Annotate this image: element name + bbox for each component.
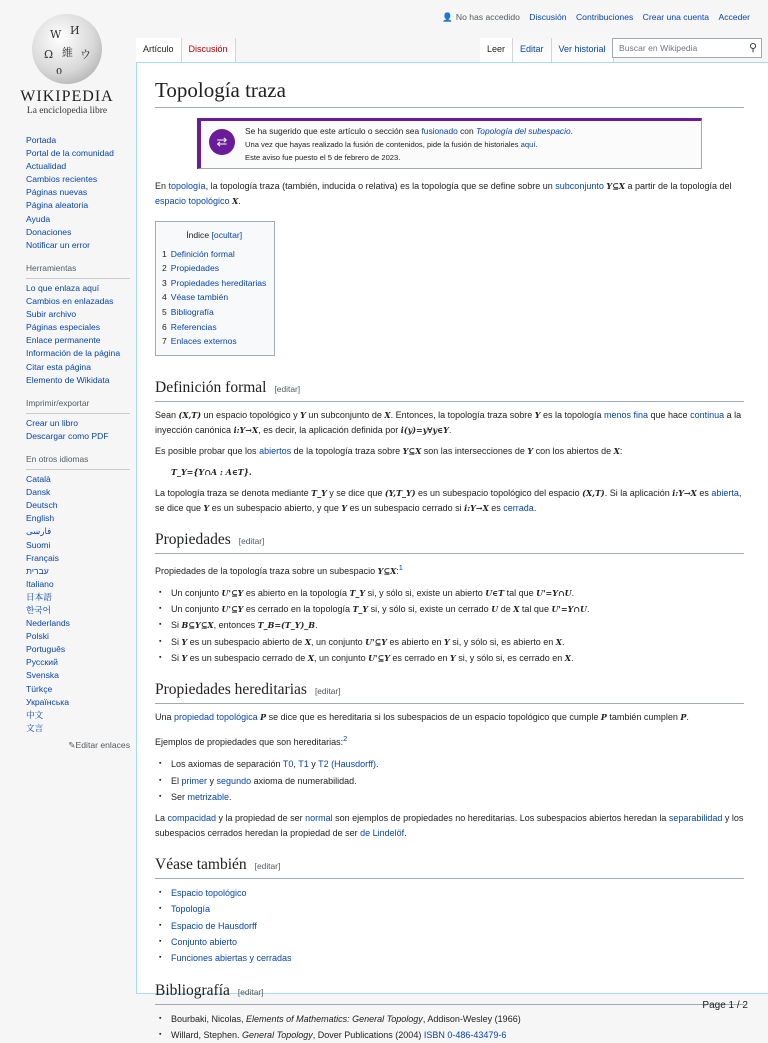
lang-item[interactable]: עברית [26, 565, 49, 576]
list-item[interactable]: ▪ Funciones abiertas y cerradas [171, 950, 744, 966]
sidebar-item-notificar[interactable]: Notificar un error [26, 239, 90, 250]
list-item[interactable]: ▪ Espacio topológico [171, 885, 744, 901]
tab-edit[interactable]: Editar [513, 38, 552, 62]
props-list [155, 585, 744, 666]
intro-paragraph: En topología, la topología traza (también, inducida o relativa) es la topología que se define sobre un subconjunto Y⊆X a partir de la topología del espacio topológico X. [155, 181, 732, 206]
print-item-book[interactable]: Crear un libro [26, 417, 79, 428]
toc-item[interactable]: 5 Bibliografía [162, 306, 214, 317]
languages-heading: En otros idiomas [26, 453, 130, 470]
notice-date: Este aviso fue puesto el 5 de febrero de 2023. [245, 153, 401, 162]
toc-item[interactable]: 2 Propiedades [162, 263, 220, 274]
sidebar-item-ayuda[interactable]: Ayuda [26, 213, 51, 224]
isbn-link[interactable]: ISBN 0-486-43479-6 [423, 1029, 507, 1040]
personal-tools [435, 12, 750, 23]
tab-read[interactable]: Leer [480, 38, 513, 62]
tools-item-6[interactable]: Información de la página [26, 348, 121, 359]
edit-section-link[interactable]: [editar] [274, 383, 301, 394]
hered-paragraph-1: Una propiedad topológica P se dice que es hereditaria si los subespacios de un espacio topológico que cumple P también cumplen P. [155, 712, 689, 723]
search-icon[interactable]: ⚲ [748, 42, 757, 54]
tools-item-8[interactable]: Elemento de Wikidata [26, 374, 110, 385]
edit-links[interactable]: ✎Editar enlaces [68, 739, 130, 750]
sidebar-item-portada[interactable]: Portada [26, 135, 57, 145]
edit-section-link[interactable]: [editar] [238, 535, 265, 546]
page-number: Page 1 / 2 [702, 1000, 748, 1011]
lang-item[interactable]: Polski [26, 631, 49, 642]
props-intro: Propiedades de la topología traza sobre un subespacio Y⊆X:$^1$ [155, 562, 403, 576]
edit-section-link[interactable]: [editar] [314, 686, 341, 697]
namespace-tabs [136, 38, 236, 62]
page-title: Topología traza [155, 76, 744, 108]
heading-bibliografia: Bibliografía [editar] [155, 981, 744, 1005]
target-article-link[interactable]: Topología del subespacio [475, 126, 571, 136]
tools-item-2[interactable]: Cambios en enlazadas [26, 296, 114, 307]
lang-item[interactable]: Français [26, 552, 59, 563]
toc-title: Índice [186, 230, 210, 240]
list-item: ▪ Ser metrizable. [171, 789, 744, 805]
link-cerrada[interactable]: cerrada [503, 502, 534, 513]
wikipedia-logo[interactable] [12, 14, 122, 114]
lang-item[interactable]: Italiano [26, 578, 54, 589]
hered-paragraph-3: La compacidad y la propiedad de ser normal son ejemplos de propiedades no hereditarias. Los subespacios abiertos heredan la separabilidad y los subespacios cerrados heredan la propiedad de ser de Lindelöf. [155, 813, 744, 839]
not-logged-in: No has accedido [455, 12, 520, 22]
list-item[interactable]: ▪ Conjunto abierto [171, 934, 744, 950]
user-icon: 👤 [442, 12, 453, 22]
edit-section-link[interactable]: [editar] [237, 986, 264, 997]
link-abiertos[interactable]: abiertos [259, 445, 292, 456]
link-menos-fina[interactable]: menos fina [603, 409, 649, 420]
lang-item[interactable]: Русский [26, 657, 58, 668]
heading-vease: Véase también [editar] [155, 855, 744, 879]
hered-paragraph-2: Ejemplos de propiedades que son hereditarias:$^2$ [155, 734, 348, 748]
list-item: ▪ Un conjunto U'⊆Y es cerrado en la topología T_Y si, y sólo si, existe un cerrado U de X tal que U'=Y∩U. [171, 601, 744, 617]
see-also-list [155, 885, 744, 966]
login-link[interactable]: Acceder [718, 12, 750, 22]
tab-article[interactable]: Artículo [136, 38, 182, 62]
lang-item[interactable]: Deutsch [26, 500, 58, 511]
lang-item[interactable]: 文言 [26, 722, 44, 733]
list-item: ▪ Si Y es un subespacio cerrado de X, un conjunto U'⊆Y es cerrado en Y si, y sólo si, es cerrado en X. [171, 650, 744, 666]
toc-hide-link[interactable]: [ocultar] [211, 230, 243, 240]
sidebar-item-donaciones[interactable]: Donaciones [26, 226, 72, 237]
sidebar-item-paginas-nuevas[interactable]: Páginas nuevas [26, 187, 88, 198]
list-item: ▪ Los axiomas de separación T0, T1 y T2 (Hausdorff). [171, 756, 744, 772]
list-item: ▪ El primer y segundo axioma de numerabilidad. [171, 773, 744, 789]
link-subconjunto[interactable]: subconjunto [555, 181, 604, 191]
def-paragraph-2: Es posible probar que los abiertos de la topología traza sobre Y⊆X son las intersecciones de Y con los abiertos de X: [155, 445, 623, 456]
link-topologia[interactable]: topología [168, 181, 206, 191]
merge-link[interactable]: fusionado [421, 126, 458, 136]
personal-talk-link[interactable]: Discusión [529, 12, 567, 22]
link-propiedad-topologica[interactable]: propiedad topológica [174, 712, 258, 723]
lang-item[interactable]: فارسی [26, 526, 52, 537]
pencil-icon: ✎ [68, 739, 76, 750]
globe-icon: W И Ω 維 ウ ი [32, 14, 102, 84]
heading-hereditarias: Propiedades hereditarias [editar] [155, 680, 744, 704]
list-item: ▪ Si B⊆Y⊆X, entonces T_B=(T_Y)_B. [171, 617, 744, 633]
lang-item[interactable]: English [26, 513, 55, 524]
tools-item-7[interactable]: Citar esta página [26, 361, 91, 372]
merge-notice: ⇄ Se ha sugerido que este artículo o sección sea fusionado con Topología del subespacio. Una vez que hayas realizado la fusión de contenidos, pide la fusión de historiales aquí. Este aviso fue puesto el 5 de febrero de 2023. [197, 118, 702, 169]
heading-definicion: Definición formal [editar] [155, 378, 744, 402]
tab-history[interactable]: Ver historial [552, 38, 614, 62]
lang-item[interactable]: 中文 [26, 709, 44, 720]
table-of-contents [155, 221, 275, 356]
def-formula: T_Y={Y∩A : A∈T}. [171, 466, 252, 477]
history-merge-link[interactable]: aquí [520, 140, 536, 149]
contributions-link[interactable]: Contribuciones [575, 12, 634, 22]
list-item: ▪ Bourbaki, Nicolas, Elements of Mathematics: General Topology, Addison-Wesley (1966) [171, 1011, 744, 1027]
ref-2[interactable]: 2 [343, 734, 348, 744]
sidebar-item-portal[interactable]: Portal de la comunidad [26, 148, 114, 159]
logo-tagline: La enciclopedia libre [26, 106, 108, 116]
link-espacio[interactable]: espacio topológico [155, 196, 230, 206]
sidebar-item-actualidad[interactable]: Actualidad [26, 161, 67, 172]
lang-item[interactable]: Nederlands [26, 618, 70, 629]
list-item: ▪ Un conjunto U'⊆Y es abierto en la topología T_Y si, y sólo si, existe un abierto U∈T tal que U'=Y∩U. [171, 585, 744, 601]
toc-item[interactable]: 1 Definición formal [162, 248, 235, 259]
toc-item[interactable]: 7 Enlaces externos [162, 336, 237, 347]
link-continua[interactable]: continua [690, 409, 725, 420]
def-paragraph-3: La topología traza se denota mediante T_Y y se dice que (Y,T_Y) es un subespacio topológico del espacio (X,T). Si la aplicación i:Y→X es abierta, se dice que Y es un subespacio abierto, y que Y es un subespacio cerrado si i:Y→X es cerrada. [155, 487, 742, 513]
tools-heading: Herramientas [26, 262, 130, 279]
merge-icon: ⇄ [209, 129, 235, 155]
toc-item[interactable]: 3 Propiedades hereditarias [162, 277, 267, 288]
lang-item[interactable]: 日本語 [26, 591, 52, 602]
lang-item[interactable]: Svenska [26, 670, 59, 681]
toc-item[interactable]: 6 Referencias [162, 321, 217, 332]
ref-1[interactable]: 1 [398, 562, 403, 572]
lang-item[interactable]: Suomi [26, 539, 51, 550]
search-placeholder: Buscar en Wikipedia [619, 43, 698, 53]
print-heading: Imprimir/exportar [26, 397, 130, 414]
edit-section-link[interactable]: [editar] [254, 861, 281, 872]
sidebar [26, 134, 130, 752]
heading-propiedades: Propiedades [editar] [155, 530, 744, 554]
toc-item[interactable]: 4 Véase también [162, 292, 229, 303]
view-tabs [480, 38, 614, 62]
list-item: ▪ Si Y es un subespacio abierto de X, un conjunto U'⊆Y es abierto en Y si, y sólo si, es abierto en X. [171, 634, 744, 650]
create-account-link[interactable]: Crear una cuenta [642, 12, 710, 22]
tools-item-4[interactable]: Páginas especiales [26, 322, 101, 333]
print-item-pdf[interactable]: Descargar como PDF [26, 430, 109, 441]
lang-item[interactable]: Português [26, 644, 66, 655]
sidebar-item-cambios[interactable]: Cambios recientes [26, 174, 98, 185]
def-paragraph-1: Sean (X,T) un espacio topológico y Y un subconjunto de X. Entonces, la topología traza sobre Y es la topología menos fina que hace continua a la inyección canónica i:Y→X, es decir, la aplicación definida por i(y)=y∀y∈Y. [155, 409, 742, 435]
logo-wordmark: WIKIPEDIA [20, 88, 114, 105]
lang-item[interactable]: Dansk [26, 487, 51, 498]
sidebar-item-aleatoria[interactable]: Página aleatoria [26, 200, 89, 211]
link-abierta[interactable]: abierta [711, 487, 739, 498]
lang-item[interactable]: Українська [26, 696, 70, 707]
list-item[interactable]: ▪ Topología [171, 901, 744, 917]
list-item: ▪ Willard, Stephen. General Topology, Dover Publications (2004) ISBN 0-486-43479-6 [171, 1027, 744, 1043]
tab-talk[interactable]: Discusión [182, 38, 236, 62]
hered-list [155, 756, 744, 805]
lang-item[interactable]: Türkçe [26, 683, 53, 694]
lang-item[interactable]: 한국어 [26, 605, 51, 615]
bibliography-list [155, 1011, 744, 1043]
tools-item-5[interactable]: Enlace permanente [26, 335, 101, 346]
search-input[interactable] [612, 38, 762, 58]
tools-item-3[interactable]: Subir archivo [26, 309, 77, 320]
lang-item[interactable]: Català [26, 474, 51, 485]
tools-item-1[interactable]: Lo que enlaza aquí [26, 282, 100, 293]
list-item[interactable]: ▪ Espacio de Hausdorff [171, 918, 744, 934]
